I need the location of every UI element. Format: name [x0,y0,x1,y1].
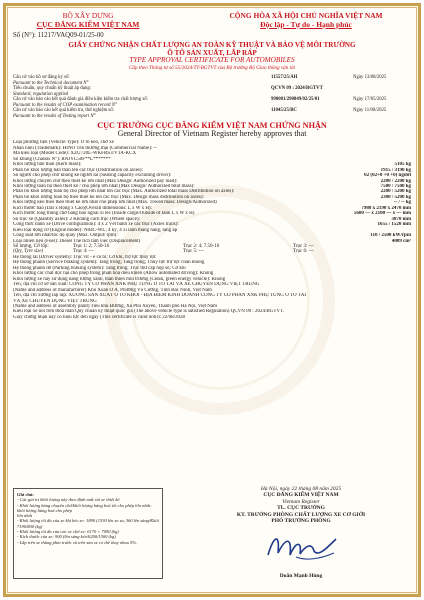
reference-date: Ngày 11/08/2025 [353,108,387,114]
spec-label: Khối lượng bản thân (Kerb mass): [13,162,82,168]
title-basis: Cấp theo Thông tư số 55/2024/TT-BGTVT của Bộ trưởng Bộ Giao thông vận tải [128,64,296,71]
issuer-block [13,12,163,29]
spec-row: Hệ thống lái (Driver system): Trục vít - ê cu bi; Cơ khí, trợ lực thuỷ lực [13,254,157,260]
reference-value-group [271,114,411,120]
note-line: - Khối lượng hàng chuyên chở/khối lượng hàng hoá tối cho phép lớn nhất: khối lượng hàng hoá cho phép [17,502,152,513]
tyre-label-en: (Qty, Tyre size) [13,249,44,255]
signer-position-1: KT. TRƯỞNG PHÒNG CHẤT LƯỢNG XE CƠ GIỚI [236,511,366,518]
spec-label: Khối lượng chuyên chở theo thiết kế lớn nhất (Max Design' Authorized pay load): [13,178,178,184]
spec-value: 110 / 2500 kW/rpm [370,233,411,239]
note-line: - Khối lượng tối đa của các xe chở xe: 6170 + 7090 (kg) [17,529,119,535]
spec-label: Kích thước lòng thùng chở hàng bao ngoài xi téc (Inside cargo/Outside of tank L x W x H) [13,211,195,217]
nation-name: CỘNG HÒA XÃ HỘI CHỦ NGHĨA VIỆT NAM [229,11,383,20]
spec-label: Mã kiểu loại (Model Code): XZU720L-WKFRS3/VTA-KCX [13,151,137,157]
chief-statement-vi: CỤC TRƯỞNG CỤC ĐĂNG KIỂM VIỆT NAM CHỨNG NHẬN [97,121,327,131]
chief-statement-en: General Director of Vietnam Register hereby approves that [117,129,307,139]
national-motto: Độc lập - Tự do - Hạnh phúc [260,19,352,29]
reference-label: Pursuant to the results of Testing report N° [13,113,96,119]
signer-name: Doãn Mạnh Hùng [279,572,323,579]
notes-box [13,488,163,579]
spec-label: Loại nhiên liệu (Fuel): Diesel Thể tích làm việc (Displacement) [13,238,141,244]
spec-row: Khối lượng xe này sử dụng năng lượng xanh, thân thiện môi trường (Clean, green energy vehicle): Không [13,276,226,282]
reference-documents [13,75,411,119]
spec-row: Kiểu loại xe nói trên thỏa mãn Quy chuẩn kỹ thuật quốc gia (The above vehicle type is satisfied Regulation) QCVN 09 : 2024/BGTVT. [13,309,284,315]
ministry-name: BỘ XÂY DỰNG [62,11,114,20]
spec-label: Kiểu loại động cơ (Engine model): N04C-WL; 4 kỳ, 4 xi lanh thẳng hàng, tăng áp [13,227,178,233]
spec-label: Công thức bánh xe (Drive configuration): 4 x 2 Vết bánh xe các trục (Axles track): [13,222,179,228]
spec-row: Hệ thống phanh (Service braking system): Tang trống; Tang trống; Thủy lực trợ lực chân không [13,260,205,266]
spec-value: 7980 x 2190 x 2470 mm [361,205,411,211]
spec-label: Loại phương tiện (Vehicle Type): Ô tô kéo, chở xe [13,140,114,146]
spec-label: Số trục xe (Quantity axles): 2 Khoảng cách trục (Wheel space): [13,216,140,222]
footer [13,486,411,579]
spec-value: 1915 / 3190 kg [380,167,411,173]
spec-row: Khối lượng các chất độc hại cho phép trong phân hoá điều khiển (Allow automated driving): Không [13,271,214,277]
note-line: - Khối lượng tối đa của xe khi kéo xe: 1890 (1530 lên xe sa, 360 lên sàng/Khối 7190/800 (kg) [17,518,159,529]
vehicle-specifications [13,140,411,320]
reference-date: Ngày 13/08/2025 [353,75,387,81]
chief-statement [13,122,411,138]
reference-label: Căn cứ vào hồ sơ đăng ký số: [13,75,70,81]
spec-label: Số người cho phép chở không kể người lái (Seating capacity excluding driver): [13,173,172,179]
reference-label: Tiêu chuẩn, quy chuẩn kỹ thuật áp dụng: [13,86,92,92]
note-line: lớn nhất [17,513,33,519]
document-title [13,42,411,72]
handwritten-signature [256,527,346,567]
reference-label: Căn cứ vào báo cáo kết quả kiểm tra, thử nghiệm số: [13,108,115,114]
spec-label: Khối lượng toàn bộ theo thiết kế / cho phép lớn nhất (Max Design/ Authorized total mass): [13,184,195,189]
spec-row: VÀ XE CHUYÊN DỤNG VIỆT TRUNG [13,298,97,304]
certificate-number: Số (N°): 11217/VAQ09-01/25-00 [13,32,104,39]
spec-label: Công suất lớn nhất/tốc độ quay (Max. Output/ rpm): [13,233,118,239]
reference-label: Pursuant to the results of COP examination record N° [13,102,117,108]
spec-label: Nhãn hiệu (Trademark): HINO Tên thương mại (Commercial Name): -- [13,145,157,151]
signing-org: CỤC ĐĂNG KIỂM VIỆT NAM [263,492,339,499]
title-vi-line1: GIẤY CHỨNG NHẬN CHẤT LƯỢNG AN TOÀN KỸ THUẬT VÀ BẢO VỆ MÔI TRƯỜNG [68,41,356,49]
reference-value: 11045/25/BC [271,108,297,114]
spec-row: Giấy chứng nhận này có hiệu lực đến ngày (This certificate is valid until): 22/08/2028 [13,314,186,320]
reference-value: 990081/290849/02/25/01 [271,97,320,103]
certificate-content [13,11,411,579]
spec-row: (Name and address of assembly plant) Tiểu khu Đường, Xã Phú Xuyên, Thành phố Hà Nội, Việt Nam [13,303,218,309]
title-vi-line2: Ô TÔ SẢN XUẤT, LẮP RÁP [167,48,257,57]
spec-value: 1655 / 1520 mm [377,222,411,228]
tyre-axle-3: Trục 3: --- [293,243,314,249]
tyre-label: Số lượng, Cỡ lốp: [13,243,49,249]
spec-label: Số khung (Chassis N°): RNJYC50F**L******* [13,156,111,162]
spec-label: Phân bố khối lượng toàn bộ theo thiết kế lên các trục (Max. Design mass distribution on axles): [13,194,204,200]
spec-value: 2200 / 2200 kg [380,178,411,184]
header [13,12,411,29]
tyre-axle-2: Trục 2: 4; 7.50-16 [183,243,220,249]
spec-row: (Name and address of manufacturer) Khu Xuân Ổ A, Phường Võ Cường, Tỉnh Bắc Ninh, Việt Nam [13,287,212,293]
spec-label: Phân bố khối lượng bản thân lên các trục (Distribution on axles): [13,167,143,173]
reference-row [13,114,411,120]
tyre-axle-6: Trục 6: --- [293,249,314,255]
note-line: - Lắp trên xe thùng phía trước và trên sàn xe có thể thay nhau 5%. [17,539,138,545]
spec-label: Khối lượng kéo theo theo thiết kế lớn nhất cho phép lớn nhất (Max. Towed mass: Design/Authorized) [13,200,217,206]
spec-value: 4009 cm³ [391,238,411,244]
notes-title: Ghi chú: [17,492,34,497]
spec-row: Tên, địa chỉ cơ sở sản xuất: CÔNG TY CỔ PHẦN XNK PHỤ TÙNG Ô TÔ TẢI VÀ XE CHUYÊN DỤNG VIỆT TRUNG [13,282,260,288]
reference-label: Căn cứ vào báo cáo kết quả đánh giá điều kiện kiểm tra chất lượng số: [13,97,148,103]
tyre-axle-5: Trục 5: --- [183,249,204,255]
issue-date: Hà Nội, ngày 22 tháng 08 năm 2025 [260,486,342,492]
tyre-axle-4: Trục 4: --- [73,249,94,255]
signing-pp: TL. CỤC TRƯỞNG [277,505,325,512]
spec-label: Phân bố khối lượng toàn bộ cho phép lớn nhất lên các trục (Max. Authorized total mass Distribution on axles): [13,189,235,195]
spec-row: Tên, địa chỉ xưởng lắp ráp: XƯỞNG SẢN XUẤT Ô TÔ KHỞI - ĐỊA ĐIỂM KINH DOANH CÔNG TY CỔ PHẦN XNK PHỤ TÙNG Ô TÔ TẢI [13,293,307,299]
note-line: - Các giá trị khối lượng này theo định mức tải xe thiết kế. [17,497,121,503]
spec-value: 2300 / 5200 kg [380,194,411,200]
title-en: TYPE APPROVAL CERTIFICATE FOR AUTOMOBILES [129,56,295,65]
note-line: - Kích thước của xe: 900 (lên sàng kéo/6200/1500 (kg) [17,534,116,540]
spec-value: -- / -- kg [393,200,411,206]
signer-position-2: PHÓ TRƯỞNG PHÒNG [271,518,331,525]
spec-value: 2200 / 5200 kg [380,189,411,195]
spec-value: 7500 / 7500 kg [380,184,411,189]
reference-date: Ngày 17/05/2025 [353,97,387,103]
reference-label: Pursuant to the Technical document N° [13,80,89,86]
department-name: CỤC ĐĂNG KIỂM VIỆT NAM [36,19,140,29]
reference-label: Standard, regulation applied [13,91,69,97]
spec-value: 3870 mm [391,216,411,222]
spec-value: 5105 kg [394,162,411,168]
signature-block [191,486,411,579]
national-block [201,12,411,29]
spec-value: 02 (02+0 +0 +0) người [364,173,411,179]
spec-label: Kích thước bao (Dài x Rộng x Cao)(Overall dimensions: L x W x H): [13,205,152,211]
tyre-axle-1: Trục 1: 2; 7.50-16 [73,243,110,249]
reference-value: 11557/25/AH [271,75,298,81]
reference-value: QCVN 09 : 2024/BGTVT [271,86,323,92]
spec-row: Hệ thống phanh đỗ (Parking braking system): Tang trống; Trục thứ cấp hộp số; Cơ khí [13,265,186,271]
signing-org-en: Vietnam Register [282,498,320,505]
spec-value: 5600 — x 2100 — x — mm [353,211,411,217]
